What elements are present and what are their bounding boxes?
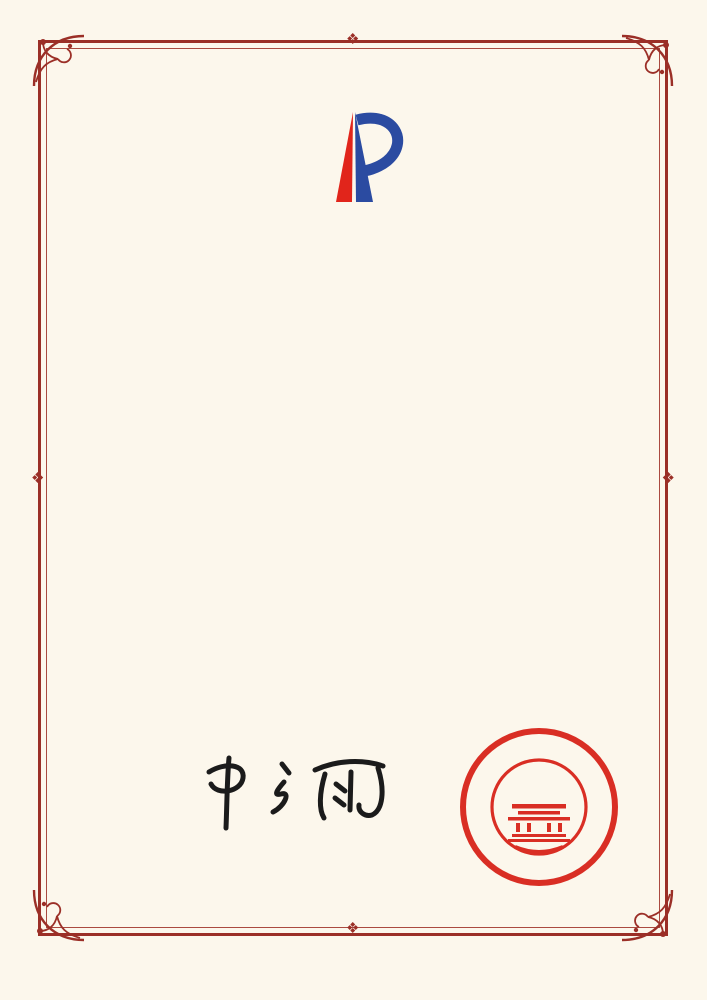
field-row-invention-name: [95, 290, 620, 307]
edge-ornament-right: ❖: [661, 471, 675, 487]
corner-ornament-top-left: [30, 32, 88, 90]
edge-ornament-bottom: ❖: [346, 921, 360, 937]
field-row-inventors: [95, 346, 620, 363]
edge-ornament-top: ❖: [346, 32, 360, 48]
signature-handwriting: [185, 750, 400, 842]
field-row-patentee: [95, 467, 620, 484]
cnipa-logo: [294, 108, 416, 208]
field-row-filing-date: [95, 427, 620, 444]
seal-national-emblem: [492, 760, 586, 854]
field-row-address: [95, 507, 620, 524]
corner-ornament-top-right: [618, 32, 676, 90]
field-row-patent-number: [95, 387, 620, 404]
edge-ornament-left: ❖: [31, 471, 45, 487]
qr-code: [537, 127, 611, 201]
official-seal: [455, 723, 623, 891]
corner-ornament-bottom-right: [618, 886, 676, 944]
corner-ornament-bottom-left: [30, 886, 88, 944]
